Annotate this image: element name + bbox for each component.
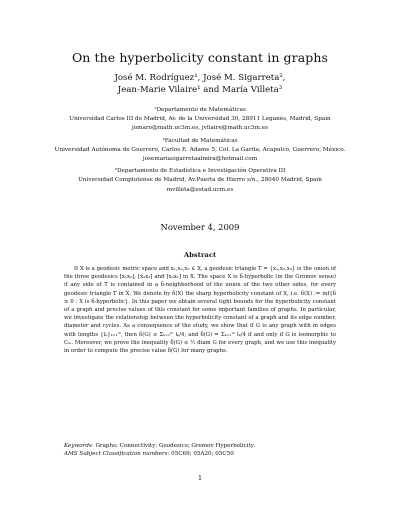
affiliation-2-email: josemariasigarretaalmira@hotmail.com — [142, 156, 258, 163]
author-list — [0, 72, 400, 96]
keywords-text: Graphs; Connectivity; Geodesics; Gromov Hyperbolicity. — [95, 443, 255, 449]
affiliation-3-email: mvilleta@estad.ucm.es — [166, 186, 234, 193]
keywords-label: Keywords: — [64, 443, 94, 449]
keywords-block — [64, 443, 336, 458]
abstract-text: If X is a geodesic metric space and x₁,x₂,x₃ ∈ X, a geodesic triangle T = {x₁,x₂,x₃} is the union of the three geodesics [x₁x₂], [x₂x₃] and [x₃x₁] in X. The space X is δ-hyperbolic (in the Gromov sense) if any side of T is contained in a δ-neighborhood of the union of the two other sides, for every geodesic triangle T in X. We denote by δ(X) the sharp hyperbolicity constant of X, i.e. δ(X) := inf{δ ≥ 0 : X is δ-hyperbolic}. In this paper we obtain several tight bounds for the hyperbolicity constant of a graph and precise values of this constant for some important families of graphs. In particular, we investigate the relationship between the hyperbolicity constant of a graph and its edge number, diameter and cycles. As a consequence of the study, we show that if G is any graph with m edges with lengths {lₖ}ₖ₌₁ᵐ, then δ(G) ≤ Σₖ₌₁ᵐ lₖ/4, and δ(G) = Σₖ₌₁ᵐ lₖ/4 if and only if G is isomorphic to Cₘ. Moreover, we prove the inequality δ(G) ≤ ½ diam G for every graph, and we use this inequality in order to compute the precise value δ(G) for many graphs. — [64, 266, 336, 355]
abstract-heading: Abstract — [183, 251, 217, 259]
affiliation-3-dept: ³Departamento de Estadística e Investigación Operativa III — [114, 168, 286, 175]
paper-title: On the hyperbolicity constant in graphs — [71, 50, 329, 65]
msc-text: 05C69; 05A20; 05C50 — [171, 450, 234, 457]
affiliations — [0, 106, 400, 195]
authors-line-1: José M. Rodríguez¹, José M. Sigarreta², — [114, 73, 286, 83]
authors-line-2: Jean-Marie Vilaire¹ and María Villeta³ — [117, 85, 283, 95]
affiliation-1-email: jomaro@math.uc3m.es, jvilaire@math.uc3m.es — [131, 125, 268, 132]
affiliation-1-dept: ¹Departamento de Matemáticas — [154, 107, 246, 113]
affiliation-1-address: Universidad Carlos III de Madrid, Av. de la Universidad 30, 28911 Leganés, Madrid, Spain — [69, 116, 331, 123]
msc-label: AMS Subject Classification numbers: — [64, 450, 170, 457]
keywords-line — [64, 443, 336, 451]
msc-line — [64, 451, 336, 459]
affiliation-2-dept: ²Facultad de Matemáticas — [162, 137, 238, 144]
affiliation-2-address: Universidad Autónoma de Guerrero, Carlos E. Adame 5, Col. La Garita, Acapulco, Guerrero, México. — [54, 146, 346, 153]
page-number: 1 — [197, 474, 203, 482]
affiliation-3-address: Universidad Complutense de Madrid, Av.Puerta de Hierro s/n., 28040 Madrid, Spain — [78, 177, 322, 184]
paper-date: November 4, 2009 — [160, 222, 240, 232]
